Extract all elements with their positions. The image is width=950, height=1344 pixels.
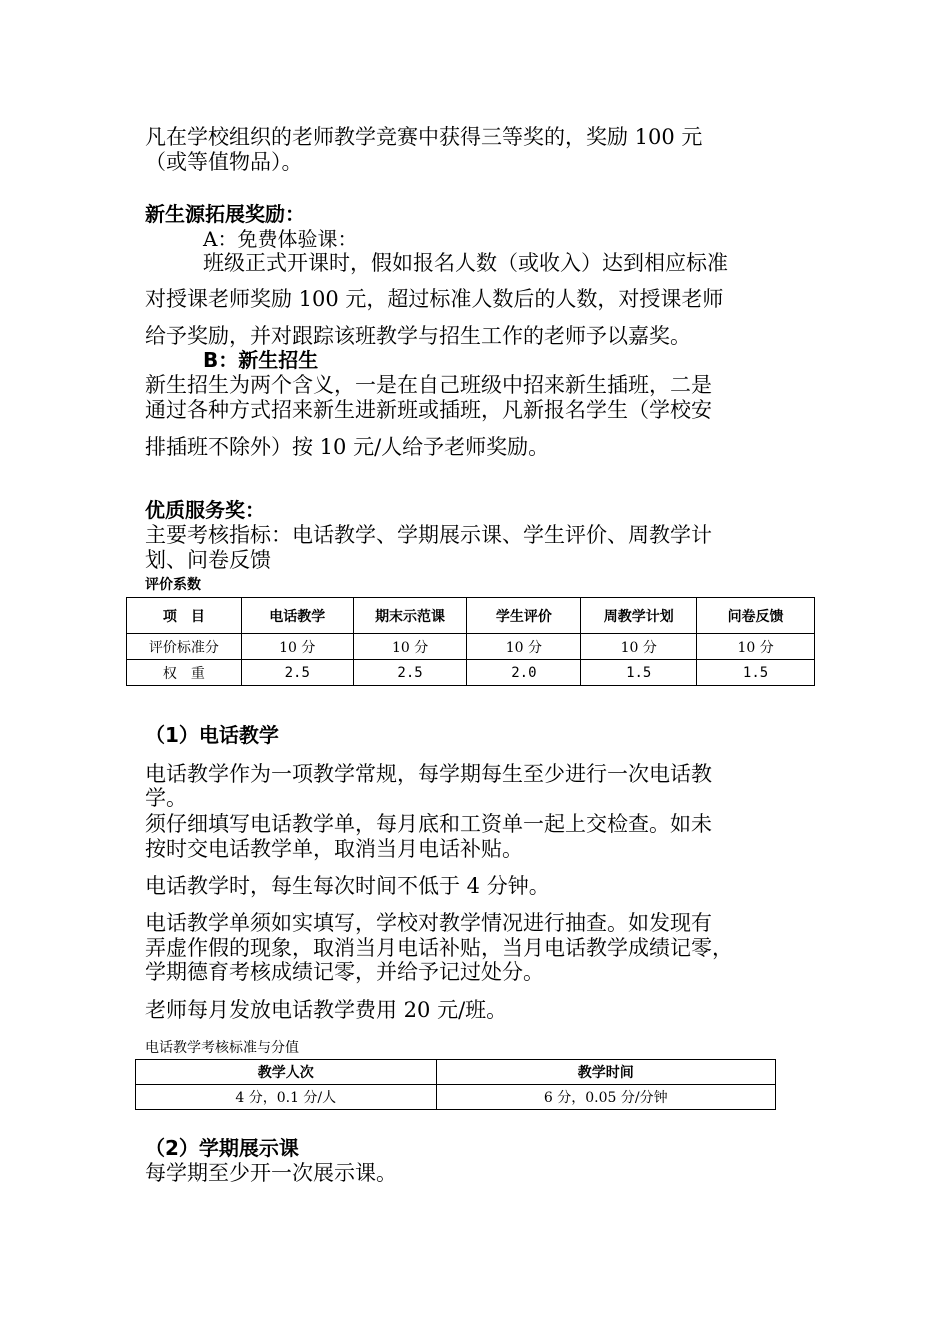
phone-text-1b: 学。	[145, 786, 187, 810]
intro-line-1: 凡在学校组织的老师教学竞赛中获得三等奖的，奖励 100 元	[145, 125, 703, 149]
table-cell: 1.5	[581, 660, 697, 686]
intro-line-2: （或等值物品）。	[145, 150, 303, 174]
table-cell: 6 分，0.05 分/分钟	[436, 1085, 775, 1110]
free-trial-text-1: 班级正式开课时，假如报名人数（或收入）达到相应标准	[203, 251, 728, 275]
new-enrollment-label: B：新生招生	[203, 348, 319, 372]
table-cell: 2.5	[241, 660, 353, 686]
table-cell: 10 分	[353, 634, 467, 660]
evaluation-table	[126, 597, 815, 686]
header-cell: 电话教学	[241, 598, 353, 634]
free-trial-text-2: 对授课老师奖励 100 元，超过标准人数后的人数，对授课老师	[145, 287, 724, 311]
phone-text-4b: 弄虚作假的现象，取消当月电话补贴，当月电话教学成绩记零，	[145, 936, 733, 960]
service-heading: 优质服务奖：	[145, 498, 265, 522]
table-cell: 10 分	[467, 634, 581, 660]
table-cell: 10 分	[241, 634, 353, 660]
phone-text-4c: 学期德育考核成绩记零，并给予记过处分。	[145, 960, 544, 984]
table-cell: 10 分	[697, 634, 815, 660]
evaluation-table-caption: 评价系数	[145, 577, 201, 593]
table-cell: 2.5	[353, 660, 467, 686]
phone-teaching-heading: （1）电话教学	[145, 723, 279, 747]
phone-text-1a: 电话教学作为一项教学常规，每学期每生至少进行一次电话教	[145, 762, 712, 786]
showcase-heading: （2）学期展示课	[145, 1136, 299, 1160]
table-cell: 10 分	[581, 634, 697, 660]
evaluation-table-header	[127, 598, 815, 634]
table-row	[127, 660, 815, 686]
header-cell: 教学人次	[136, 1060, 437, 1085]
new-enrollment-text-1: 新生招生为两个含义，一是在自己班级中招来新生插班，二是	[145, 373, 712, 397]
new-enrollment-text-3: 排插班不除外）按 10 元/人给予老师奖励。	[145, 435, 550, 459]
table-cell: 2.0	[467, 660, 581, 686]
free-trial-label: A：免费体验课：	[203, 227, 358, 251]
phone-text-3: 电话教学时，每生每次时间不低于 4 分钟。	[145, 874, 550, 898]
new-student-heading: 新生源拓展奖励：	[145, 202, 305, 226]
phone-text-5: 老师每月发放电话教学费用 20 元/班。	[145, 998, 508, 1022]
free-trial-text-3: 给予奖励，并对跟踪该班教学与招生工作的老师予以嘉奖。	[145, 324, 691, 348]
phone-text-2b: 按时交电话教学单，取消当月电话补贴。	[145, 837, 523, 861]
table-row	[136, 1085, 776, 1110]
table-cell: 权 重	[127, 660, 242, 686]
service-text-2: 划、问卷反馈	[145, 548, 271, 572]
table-cell: 评价标准分	[127, 634, 242, 660]
phone-text-4a: 电话教学单须如实填写，学校对教学情况进行抽查。如发现有	[145, 911, 712, 935]
showcase-text: 每学期至少开一次展示课。	[145, 1161, 397, 1185]
new-enrollment-text-2: 通过各种方式招来新生进新班或插班，凡新报名学生（学校安	[145, 398, 712, 422]
header-cell: 问卷反馈	[697, 598, 815, 634]
table-cell: 1.5	[697, 660, 815, 686]
phone-table-caption: 电话教学考核标准与分值	[145, 1040, 299, 1056]
phone-table-header	[136, 1060, 776, 1085]
header-cell: 项 目	[127, 598, 242, 634]
header-cell: 教学时间	[436, 1060, 775, 1085]
header-cell: 期末示范课	[353, 598, 467, 634]
header-cell: 周教学计划	[581, 598, 697, 634]
phone-table	[135, 1059, 776, 1110]
phone-text-2a: 须仔细填写电话教学单，每月底和工资单一起上交检查。如未	[145, 812, 712, 836]
header-cell: 学生评价	[467, 598, 581, 634]
table-cell: 4 分，0.1 分/人	[136, 1085, 437, 1110]
service-text-1: 主要考核指标：电话教学、学期展示课、学生评价、周教学计	[145, 523, 712, 547]
table-row	[127, 634, 815, 660]
